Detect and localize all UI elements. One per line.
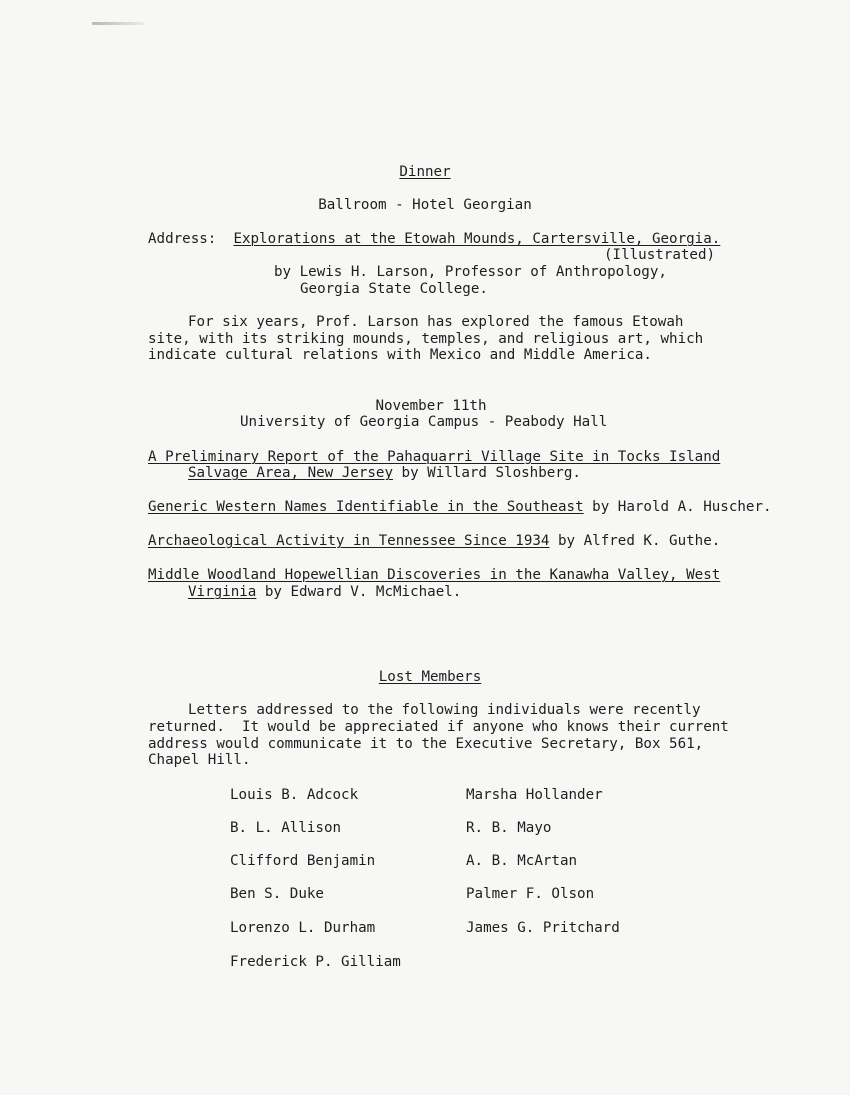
paper-speck [92, 22, 144, 25]
description-line-1: For six years, Prof. Larson has explored the famous Etowah [188, 314, 684, 330]
paper-4-title: Middle Woodland Hopewellian Discoveries in the Kanawha Valley, West [148, 567, 721, 583]
lost-para-line-1: Letters addressed to the following individuals were recently [188, 702, 701, 718]
member-name: Frederick P. Gilliam [230, 954, 401, 970]
paper-3-line [148, 533, 720, 550]
illustrated-note: (Illustrated) [604, 247, 716, 263]
member-name: Ben S. Duke [230, 886, 324, 902]
paper-1-title-cont: Salvage Area, New Jersey [188, 465, 393, 481]
description-line-2: site, with its striking mounds, temples, and religious art, which [148, 331, 704, 347]
session-date: November 11th [375, 398, 487, 414]
member-name: James G. Pritchard [466, 920, 620, 936]
paper-2-line [148, 499, 772, 516]
speaker-line-2: Georgia State College. [300, 281, 488, 297]
paper-4-title-cont: Virginia [188, 584, 257, 600]
session-place: University of Georgia Campus - Peabody Hall [240, 414, 608, 430]
member-name: R. B. Mayo [466, 820, 552, 836]
paper-4-line-1 [148, 567, 720, 584]
paper-3-title: Archaeological Activity in Tennessee Since 1934 [148, 533, 550, 549]
paper-4-author: by Edward V. McMichael. [256, 584, 462, 600]
member-name: Palmer F. Olson [466, 886, 595, 902]
dinner-location: Ballroom - Hotel Georgian [318, 197, 532, 213]
member-name: Lorenzo L. Durham [230, 920, 376, 936]
description-line-3: indicate cultural relations with Mexico and Middle America. [148, 347, 652, 363]
lost-para-line-2: returned. It would be appreciated if anyone who knows their current [148, 719, 729, 735]
address-line [148, 231, 720, 248]
member-name: B. L. Allison [230, 820, 342, 836]
address-title: Explorations at the Etowah Mounds, Cartersville, Georgia. [233, 231, 721, 247]
paper-1-line-2 [188, 465, 581, 482]
member-name: Marsha Hollander [466, 787, 603, 803]
paper-4-line-2 [188, 584, 461, 601]
member-name: Clifford Benjamin [230, 853, 376, 869]
lost-members-heading: Lost Members [378, 669, 482, 685]
paper-1-line-1 [148, 449, 720, 466]
paper-2-title: Generic Western Names Identifiable in the Southeast [148, 499, 584, 515]
paper-1-author: by Willard Sloshberg. [393, 465, 581, 481]
member-name: Louis B. Adcock [230, 787, 359, 803]
speaker-line-1: by Lewis H. Larson, Professor of Anthropology, [274, 264, 667, 280]
dinner-heading: Dinner [399, 164, 451, 180]
paper-2-author: by Harold A. Huscher. [583, 499, 772, 515]
member-name: A. B. McArtan [466, 853, 578, 869]
paper-1-title: A Preliminary Report of the Pahaquarri Village Site in Tocks Island [148, 449, 721, 465]
lost-para-line-3: address would communicate it to the Executive Secretary, Box 561, [148, 736, 704, 752]
lost-para-line-4: Chapel Hill. [148, 752, 251, 768]
address-label: Address: [148, 231, 217, 247]
paper-3-author: by Alfred K. Guthe. [549, 533, 721, 549]
